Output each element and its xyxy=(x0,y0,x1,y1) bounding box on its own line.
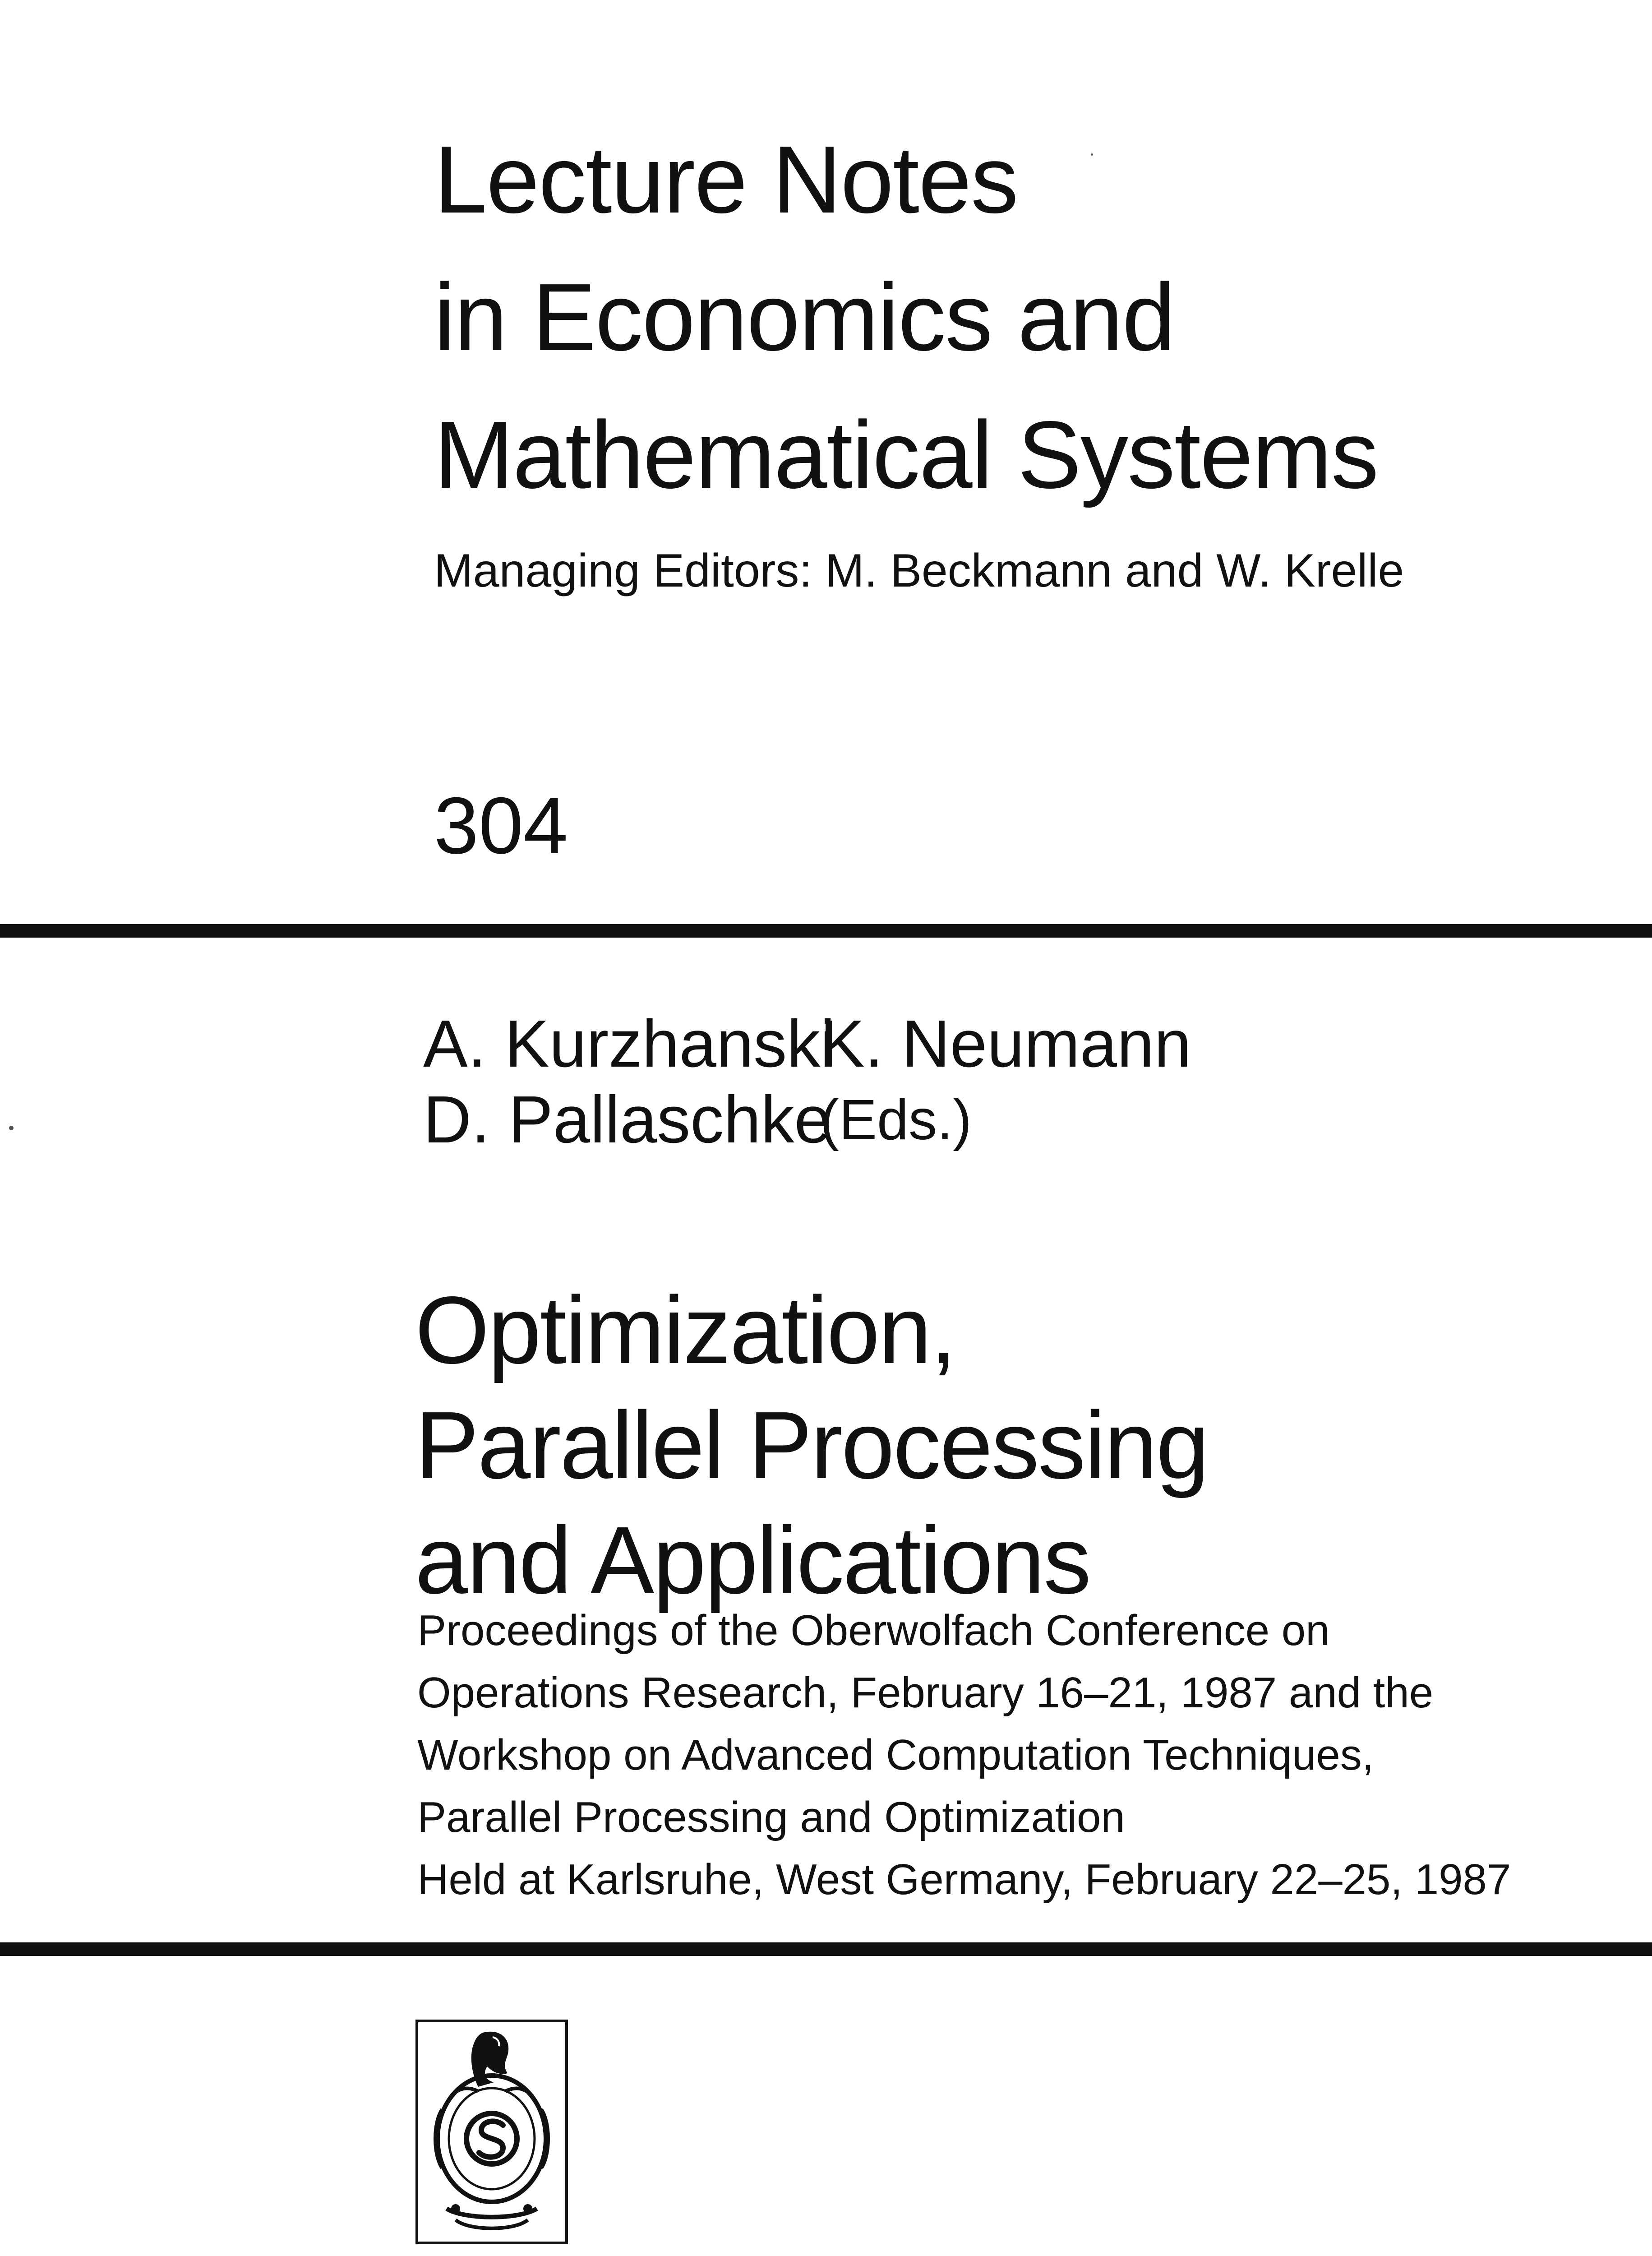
editors-list xyxy=(423,1006,1191,1158)
bottom-divider xyxy=(0,1942,1652,1956)
editor-name: K. Neumann xyxy=(820,1007,1191,1081)
proceedings-line-5: Held at Karlsruhe, West Germany, February 22–25, 1987 xyxy=(417,1855,1511,1904)
editor-name: A. Kurzhanski xyxy=(423,1007,835,1081)
proceedings-line-4: Parallel Processing and Optimization xyxy=(417,1793,1125,1841)
eds-label: (Eds.) xyxy=(820,1088,972,1151)
volume-number: 304 xyxy=(434,781,568,870)
editor-name: D. Pallaschke xyxy=(423,1082,831,1157)
springer-knight-logo-icon xyxy=(415,2019,568,2245)
series-title-line-3: Mathematical Systems xyxy=(434,401,1378,508)
book-title-line-2: Parallel Processing xyxy=(415,1392,1208,1498)
scan-speck xyxy=(9,1126,14,1130)
proceedings-line-1: Proceedings of the Oberwolfach Conference on xyxy=(417,1606,1330,1655)
proceedings-line-2: Operations Research, February 16–21, 1987 and the xyxy=(417,1669,1434,1717)
book-title-line-3: and Applications xyxy=(415,1507,1090,1613)
book-title-line-1: Optimization, xyxy=(415,1276,956,1383)
scan-speck xyxy=(1091,153,1093,156)
series-title xyxy=(434,111,1378,523)
editors-row-1 xyxy=(423,1006,1191,1082)
book-title xyxy=(415,1272,1208,1618)
top-divider xyxy=(0,924,1652,938)
managing-editors: Managing Editors: M. Beckmann and W. Krelle xyxy=(434,545,1404,597)
series-title-line-2: in Economics and xyxy=(434,264,1175,370)
proceedings-line-3: Workshop on Advanced Computation Techniques, xyxy=(417,1731,1374,1779)
editors-row-2 xyxy=(423,1082,972,1158)
proceedings-description xyxy=(417,1600,1511,1911)
series-title-line-1: Lecture Notes xyxy=(434,126,1018,233)
